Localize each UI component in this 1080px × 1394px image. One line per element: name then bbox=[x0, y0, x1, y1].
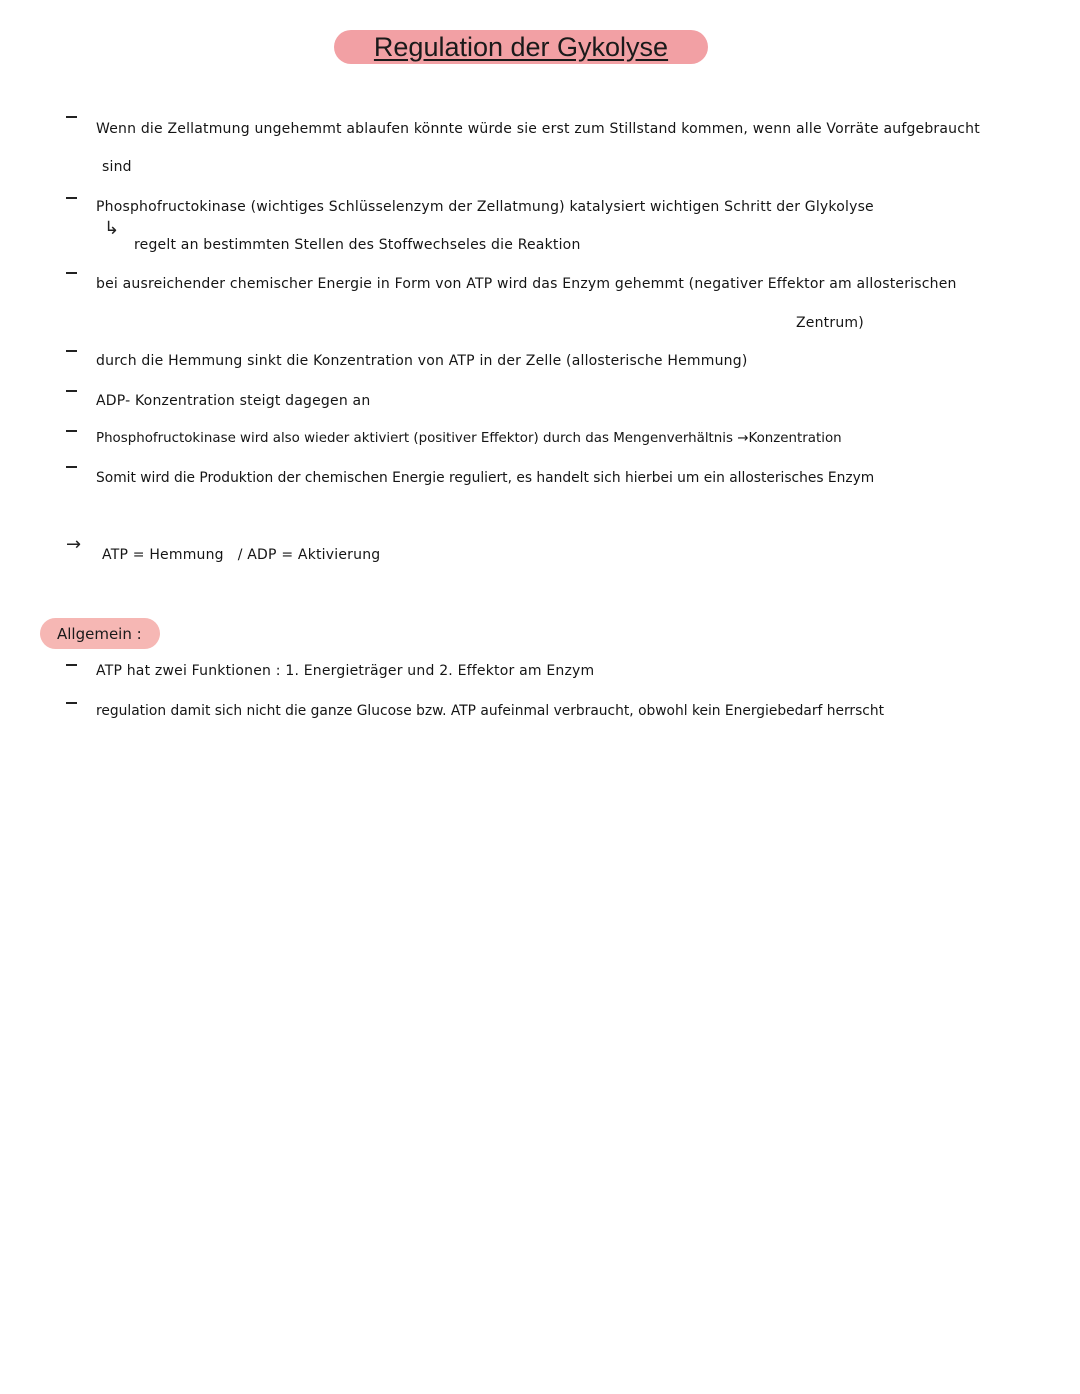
note-line: sind bbox=[102, 159, 132, 175]
bullet-dash bbox=[66, 466, 77, 468]
bullet-dash bbox=[66, 116, 77, 118]
note-line: regulation damit sich nicht die ganze Glucose bzw. ATP aufeinmal verbraucht, obwohl kein Energiebedarf herrscht bbox=[96, 703, 884, 719]
note-line: regelt an bestimmten Stellen des Stoffwechseles die Reaktion bbox=[134, 237, 581, 253]
bullet-dash bbox=[66, 702, 77, 704]
note-line: ADP- Konzentration steigt dagegen an bbox=[96, 393, 371, 409]
bullet-dash bbox=[66, 390, 77, 392]
note-line: Phosphofructokinase wird also wieder aktiviert (positiver Effektor) durch das Mengenverhältnis →Konzentration bbox=[96, 431, 842, 446]
note-line: Somit wird die Produktion der chemischen Energie reguliert, es handelt sich hierbei um ein allosterisches Enzym bbox=[96, 470, 875, 486]
note-line: bei ausreichender chemischer Energie in Form von ATP wird das Enzym gehemmt (negativer Effektor am allosterischen bbox=[96, 276, 957, 292]
bullet-dash bbox=[66, 197, 77, 199]
section-badge-label: Allgemein : bbox=[57, 624, 142, 643]
section-badge bbox=[40, 618, 160, 649]
right-arrow-icon: → bbox=[66, 534, 82, 555]
return-arrow-icon: ↳ bbox=[104, 218, 120, 239]
summary-line: ATP = Hemmung / ADP = Aktivierung bbox=[102, 547, 381, 563]
bullet-dash bbox=[66, 430, 77, 432]
note-line: Zentrum) bbox=[796, 315, 864, 331]
bullet-dash bbox=[66, 272, 77, 274]
note-line: Wenn die Zellatmung ungehemmt ablaufen könnte würde sie erst zum Stillstand kommen, wenn alle Vorräte aufgebraucht bbox=[96, 121, 980, 137]
page-title: Regulation der Gykolyse bbox=[373, 31, 669, 62]
note-line: Phosphofructokinase (wichtiges Schlüsselenzym der Zellatmung) katalysiert wichtigen Schritt der Glykolyse bbox=[96, 199, 874, 215]
bullet-dash bbox=[66, 664, 77, 666]
bullet-dash bbox=[66, 350, 77, 352]
note-line: durch die Hemmung sinkt die Konzentration von ATP in der Zelle (allosterische Hemmung) bbox=[96, 353, 748, 369]
note-line: ATP hat zwei Funktionen : 1. Energieträger und 2. Effektor am Enzym bbox=[96, 663, 595, 679]
title-highlight bbox=[334, 30, 708, 64]
